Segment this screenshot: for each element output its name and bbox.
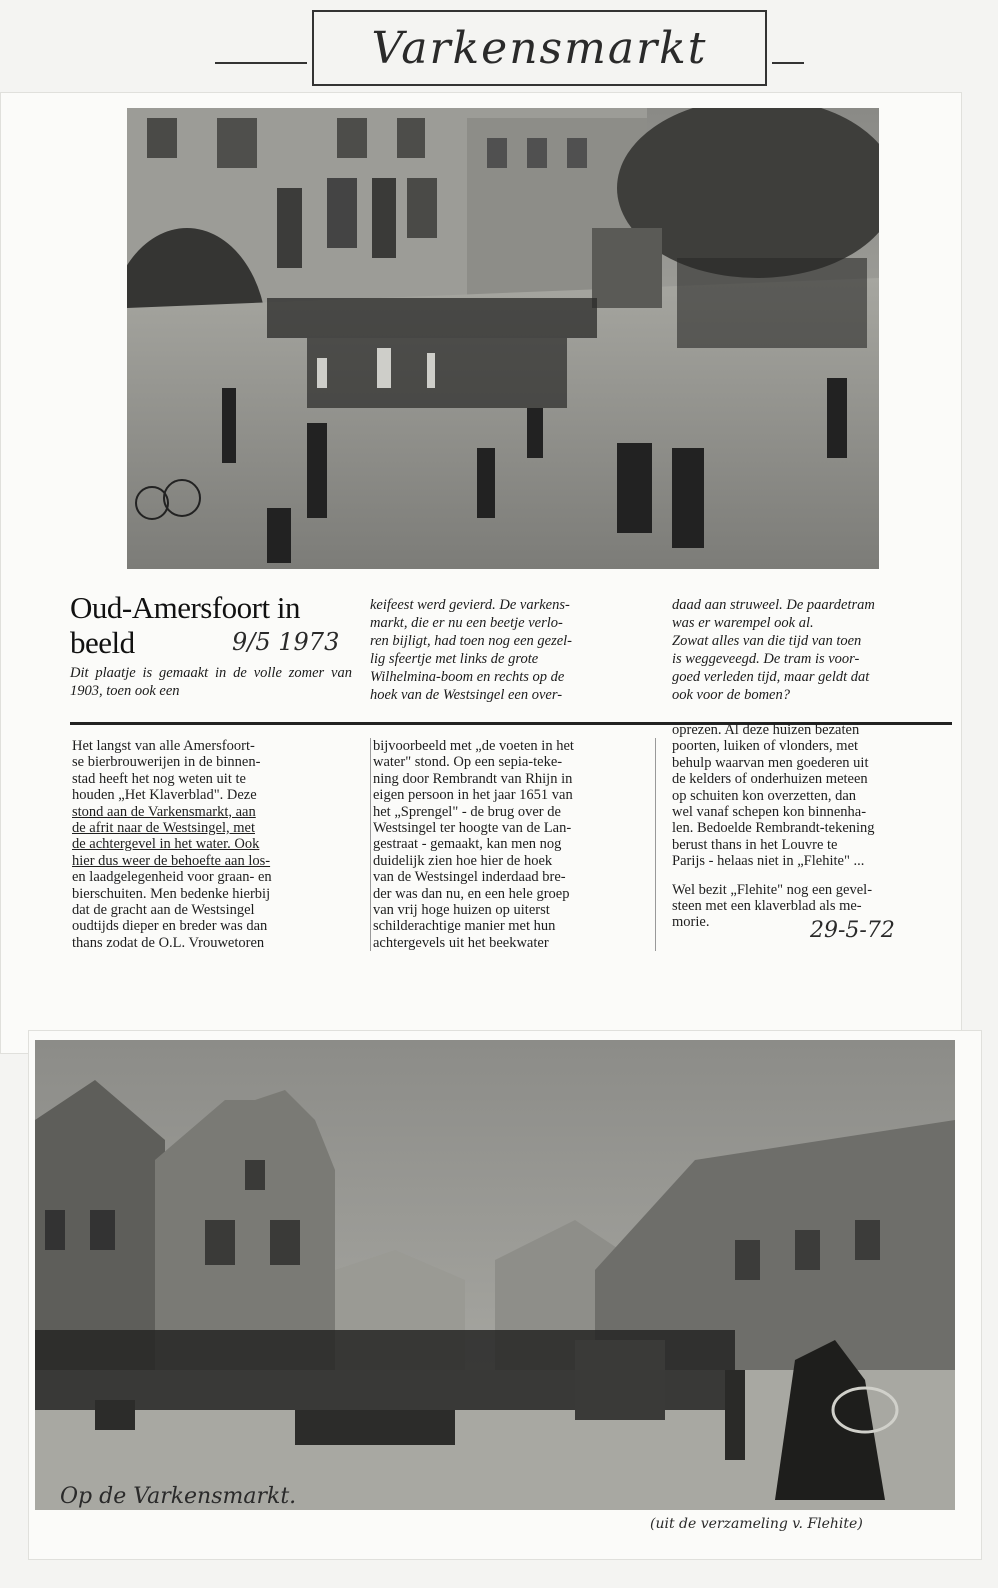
caption-line: Zowat alles van die tijd van toen	[672, 633, 862, 649]
caption-line: goed verleden tijd, maar geldt dat	[672, 669, 870, 685]
text-line: wel vanaf schepen kon binnenha-	[672, 804, 867, 821]
handwritten-date-bottom: 29-5-72	[810, 918, 895, 943]
handwritten-title: Varkensmarkt	[312, 10, 767, 86]
text-line: Parijs - helaas niet in „Flehite" ...	[672, 853, 865, 870]
handwritten-date-top: 9/5 1973	[232, 628, 340, 656]
market-square-photo	[35, 1040, 955, 1510]
caption-line: markt, die er nu een beetje verlo-	[370, 615, 563, 631]
article-column-2	[370, 738, 656, 951]
text-line: de kelders of onderhuizen meteen	[672, 771, 868, 788]
text-line: het „Sprengel" - de brug over de	[373, 803, 561, 820]
text-line: stad heeft het nog weten uit te	[72, 770, 246, 787]
text-line: achtergevels uit het beekwater	[373, 934, 549, 951]
text-line: eigen persoon in het jaar 1651 van	[373, 787, 573, 804]
text-line: ning door Rembrandt van Rhijn in	[373, 770, 573, 787]
text-line: de afrit naar de Westsingel, met	[72, 820, 255, 837]
handwritten-photo-caption: Op de Varkensmarkt.	[60, 1484, 297, 1509]
text-line: der was dan nu, en een hele groep	[373, 885, 570, 902]
article-column-3	[672, 722, 956, 931]
photo-caption-col2	[370, 596, 654, 704]
article-column-1	[72, 738, 354, 951]
caption-line: ook voor de bomen?	[672, 687, 790, 703]
street-scene-photo	[127, 108, 879, 569]
text-line: op schuiten kon overzetten, dan	[672, 787, 857, 804]
text-line: schilderachtige manier met hun	[373, 918, 556, 935]
text-line: berust thans in het Louvre te	[672, 836, 838, 853]
title-rule-left	[215, 62, 307, 64]
text-line: water" stond. Op een sepia-teke-	[373, 754, 563, 771]
text-line: de achtergevel in het water. Ook	[72, 836, 260, 853]
text-line: morie.	[672, 914, 710, 931]
text-line: bijvoorbeeld met „de voeten in het	[373, 738, 574, 754]
article-headline: Oud-Amersfoort in beeld	[70, 590, 300, 660]
text-line: se bierbrouwerijen in de binnen-	[72, 754, 261, 771]
text-line: gestraat - gemaakt, kan men nog	[373, 836, 562, 853]
photo-caption-col1: Dit plaatje is gemaakt in de volle zomer van 1903, toen ook een	[70, 665, 352, 699]
caption-line: daad aan struweel. De paardetram	[672, 597, 875, 613]
text-line: hier dus weer de behoefte aan los-	[72, 852, 271, 869]
text-line: poorten, luiken of vlonders, met	[672, 738, 859, 755]
caption-line: keifeest werd gevierd. De varkens-	[370, 597, 570, 613]
caption-line: is weggeveegd. De tram is voor-	[672, 651, 860, 667]
title-rule-right	[772, 62, 804, 64]
caption-line: lig sfeertje met links de grote	[370, 651, 539, 667]
text-line: oudtijds dieper en breder was dan	[72, 918, 268, 935]
caption-line: was er warempel ook al.	[672, 615, 814, 631]
text-line: behulp waarvan men goederen uit	[672, 754, 869, 771]
handwritten-photo-credit: (uit de verzameling v. Flehite)	[650, 1516, 863, 1532]
text-line: thans zodat de O.L. Vrouwetoren	[72, 934, 265, 951]
text-line: bierschuiten. Men bedenke hierbij	[72, 885, 271, 902]
caption-line: Wilhelmina-boom en rechts op de	[370, 669, 565, 685]
text-line: steen met een klaverblad als me-	[672, 898, 862, 915]
photo-caption-col3	[672, 596, 956, 704]
caption-line: hoek van de Westsingel een over-	[370, 687, 563, 703]
text-line: Westsingel ter hoogte van de Lan-	[373, 820, 572, 837]
text-line: oprezen. Al deze huizen bezaten	[672, 722, 860, 738]
text-line: van vrij hoge huizen op uiterst	[373, 902, 550, 919]
caption-line: ren bijligt, had toen nog een gezel-	[370, 633, 573, 649]
text-line: Wel bezit „Flehite" nog een gevel-	[672, 881, 873, 898]
text-line: len. Bedoelde Rembrandt-tekening	[672, 820, 875, 837]
text-line: Het langst van alle Amersfoort-	[72, 738, 255, 754]
text-line: dat de gracht aan de Westsingel	[72, 902, 255, 919]
text-line: duidelijk zien hoe hier de hoek	[373, 852, 553, 869]
text-line: houden „Het Klaverblad". Deze	[72, 787, 257, 804]
text-line: en laadgelegenheid voor graan- en	[72, 869, 272, 886]
text-line: van de Westsingel inderdaad bre-	[373, 869, 566, 886]
text-line: stond aan de Varkensmarkt, aan	[72, 803, 256, 820]
